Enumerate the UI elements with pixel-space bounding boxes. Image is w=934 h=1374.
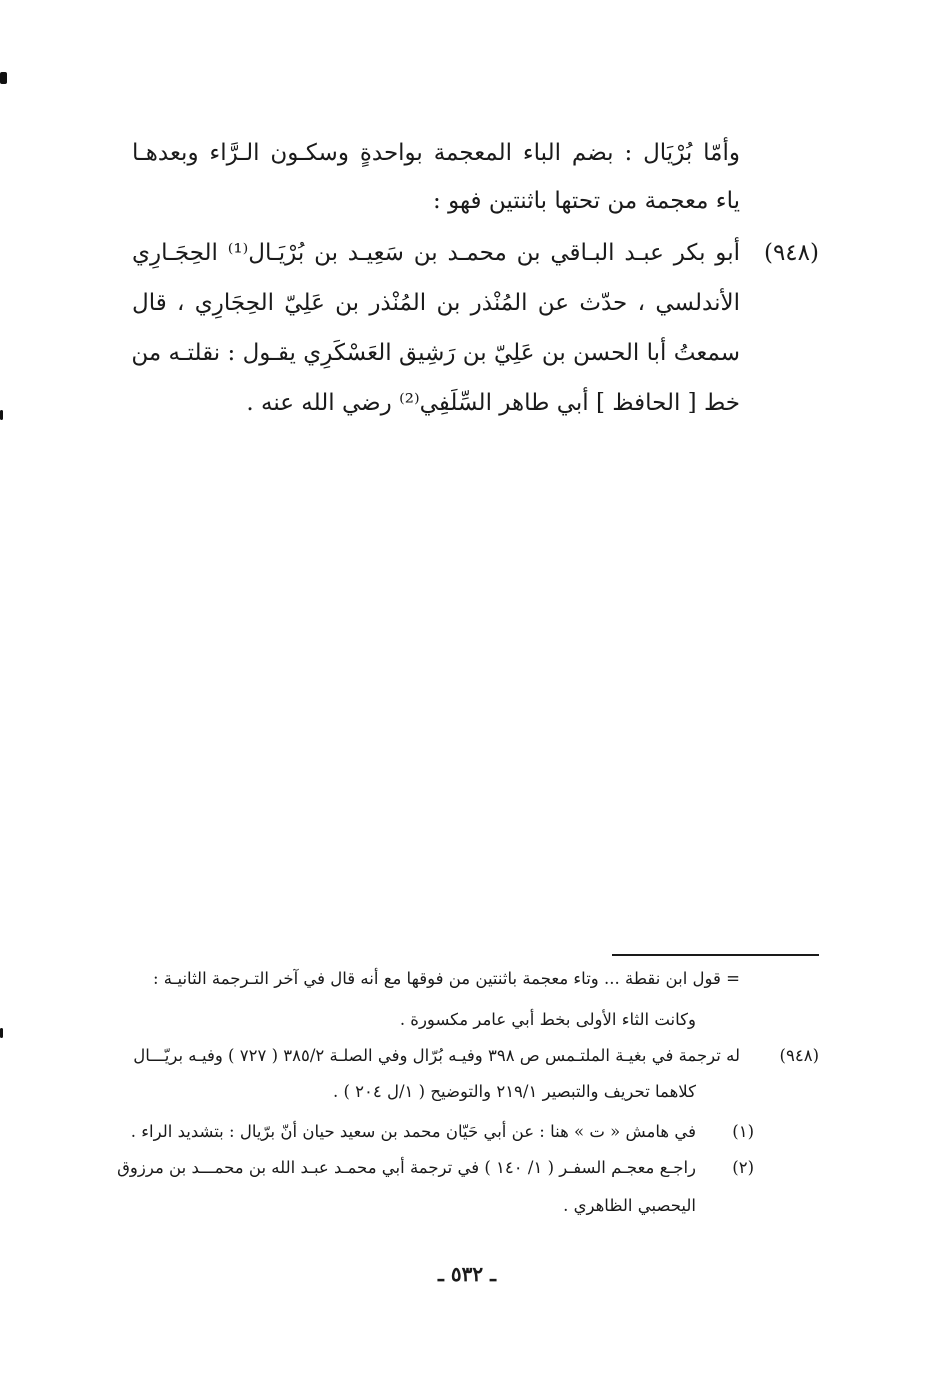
footnote-2-number: (٢) [732, 1158, 754, 1177]
footnote-2-line-1: راجـع معجـم السفـر ( ١/ ١٤٠ ) في ترجمة أبي محمـد عبـد الله بن محمـــد بن مرزوق [117, 1158, 696, 1177]
scan-edge-mark [0, 72, 7, 84]
footnote-entry-line-2: كلاهما تحريف والتبصير ٢١٩/١ والتوضيح ( ١/ل ٢٠٤ ) . [332, 1082, 696, 1101]
footnote-separator [612, 954, 819, 956]
footnote-entry-line-1: له ترجمة في بغيـة الملتـمس ص ٣٩٨ وفيـه بُرّال وفي الصلـة ٣٨٥/٢ ( ٧٢٧ ) وفيـه بريّـــال [133, 1046, 740, 1065]
scan-edge-mark [0, 1028, 3, 1038]
entry-line-1: أبو بكر عبـد البـاقي بن محمـد بن سَعِيـد بن بُرْيَـال⁽¹⁾ الحِجَـارِي [132, 240, 740, 266]
entry-line-4: خط [ الحافظ ] أبي طاهر السِّلَفِي⁽²⁾ رضي الله عنه . [246, 390, 740, 416]
intro-line-1: وأمّا بُرْيَال : بضم الباء المعجمة بواحدةٍ وسكـون الـرَّاء وبعدهـا [132, 140, 740, 166]
footnote-entry-number: (٩٤٨) [779, 1046, 819, 1065]
intro-line-2: ياء معجمة من تحتها باثنتين فهو : [433, 188, 740, 214]
page-number: ـ ٥٣٢ ـ [438, 1262, 496, 1286]
footnote-1-line-1: في هامش « ت » هنا : عن أبي حَيّان محمد بن سعيد حيان أنّ برّيال : بتشديد الراء . [130, 1122, 696, 1141]
entry-line-2: الأندلسي ، حدّث عن المُنْذر بن المُنْذر بن عَلِيّ الحِجَارِي ، قال [132, 290, 740, 316]
entry-number: (٩٤٨) [763, 240, 819, 266]
footnote-1-number: (١) [732, 1122, 754, 1141]
scan-edge-mark [0, 410, 3, 420]
footnote-continued-line-2: وكانت الثاء الأولى بخط أبي عامر مكسورة . [399, 1010, 696, 1029]
footnote-continued-line-1: = قول ابن نقطة ... وتاء معجمة باثنتين من فوقها مع أنه قال في آخر التـرجمة الثانيـة : [152, 969, 740, 988]
footnote-2-line-2: اليحصبي الظاهري . [563, 1196, 696, 1215]
entry-line-3: سمعتُ أبا الحسن بن عَلِيّ بن رَشِيق العَسْكَرِي يقـول : نقلتـه من [131, 340, 740, 366]
